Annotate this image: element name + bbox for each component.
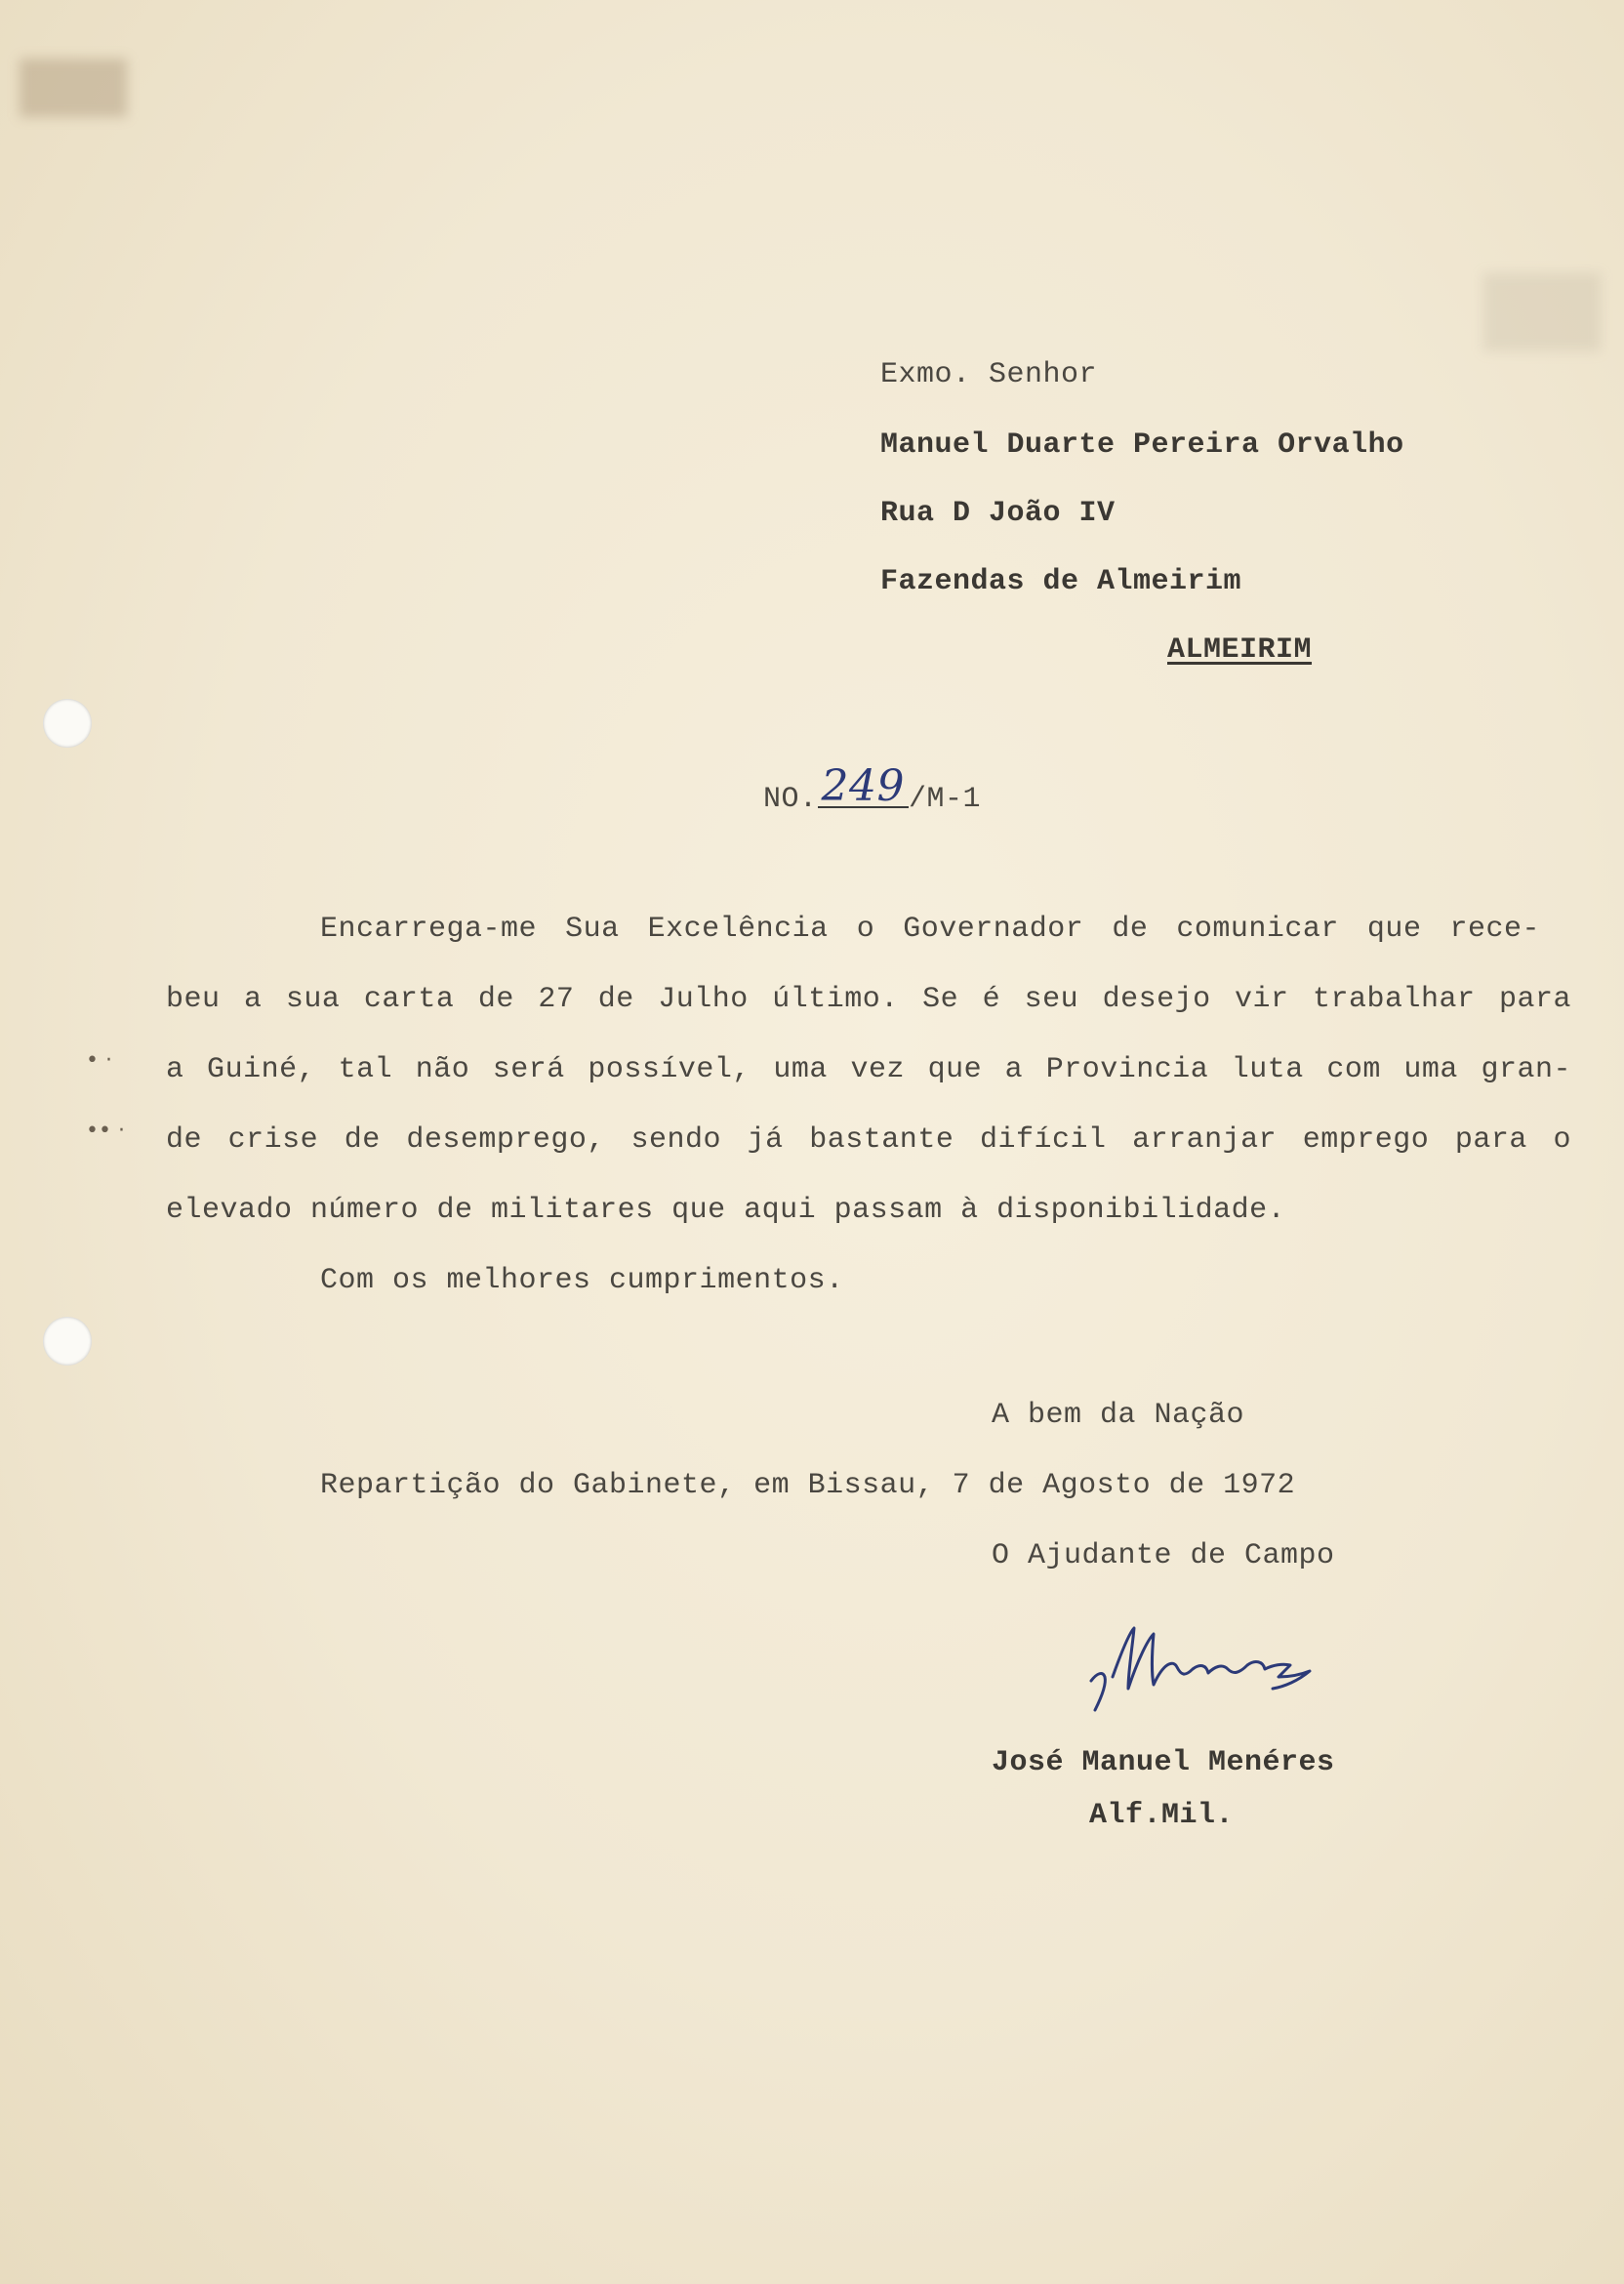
signature: [1083, 1620, 1337, 1728]
signer-name: José Manuel Menéres: [992, 1746, 1335, 1779]
closing-line: Com os melhores cumprimentos.: [320, 1264, 844, 1297]
margin-mark: • ·: [86, 1048, 112, 1073]
body-line-5: elevado número de militares que aqui passam à disponibilidade.: [166, 1194, 1286, 1227]
body-line-3: a Guiné, tal não será possível, uma vez que a Provincia luta com uma gran-: [166, 1053, 1571, 1086]
reference-suffix: /M-1: [909, 783, 982, 816]
paper-stain: [1483, 273, 1601, 351]
body-line-2: beu a sua carta de 27 de Julho último. Se é seu desejo vir trabalhar para: [166, 983, 1571, 1016]
reference-number: [763, 761, 982, 817]
punch-hole-top: [43, 699, 92, 748]
punch-hole-bottom: [43, 1317, 92, 1366]
signer-rank: Alf.Mil.: [1089, 1799, 1235, 1832]
margin-mark: •• ·: [86, 1119, 125, 1143]
address-estate: Fazendas de Almeirim: [880, 565, 1242, 598]
place-date: Repartição do Gabinete, em Bissau, 7 de Agosto de 1972: [320, 1469, 1296, 1502]
address-name: Manuel Duarte Pereira Orvalho: [880, 428, 1404, 462]
body-line-4: de crise de desemprego, sendo já bastante difícil arranjar emprego para o: [166, 1123, 1571, 1157]
address-city: ALMEIRIM: [1167, 633, 1313, 667]
body-line-1: Encarrega-me Sua Excelência o Governador de comunicar que rece-: [320, 913, 1540, 946]
address-street: Rua D João IV: [880, 497, 1116, 530]
paper-stain-corner: [20, 59, 127, 117]
reference-handwritten-number: 249: [818, 767, 909, 808]
address-salutation: Exmo. Senhor: [880, 358, 1098, 391]
reference-prefix: NO.: [763, 783, 818, 816]
signer-role: O Ajudante de Campo: [992, 1539, 1335, 1572]
motto: A bem da Nação: [992, 1399, 1245, 1432]
